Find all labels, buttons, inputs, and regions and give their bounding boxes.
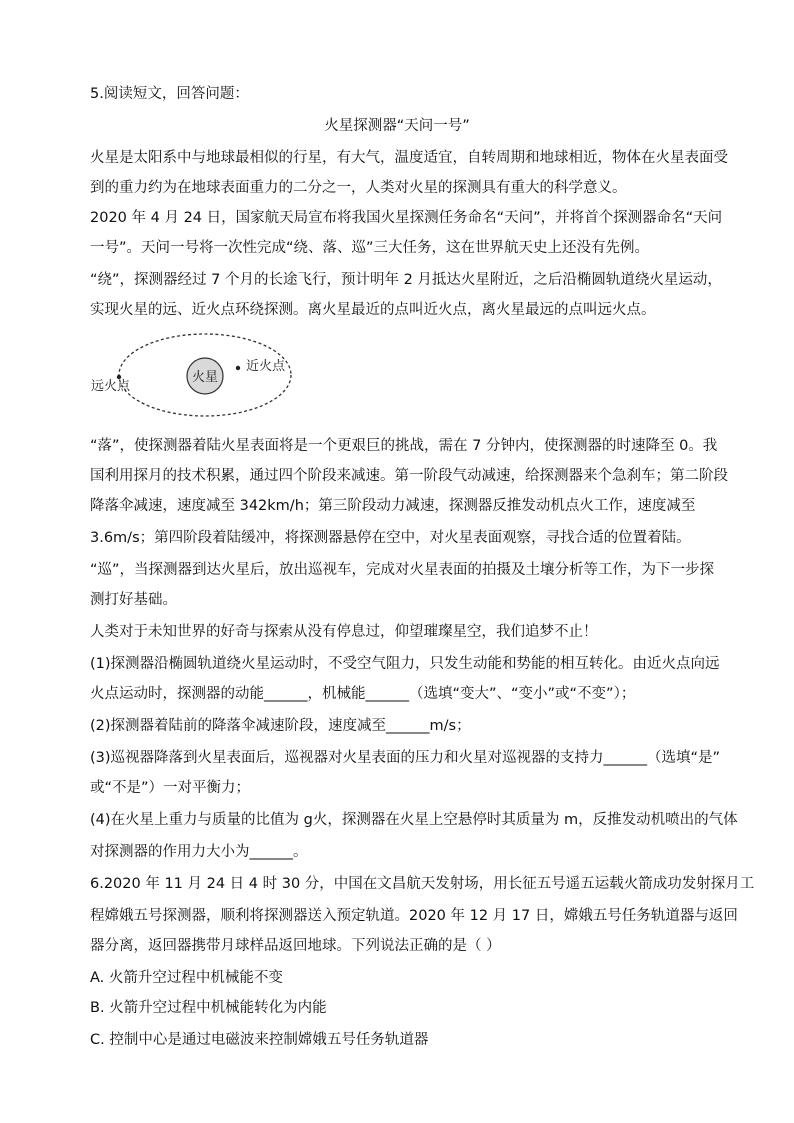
paragraph-line: “落”，使探测器着陆火星表面将是一个更艰巨的挑战，需在 7 分钟内，使探测器的时速降至 0。我 <box>90 438 718 454</box>
question-6-stem: 程嫦娥五号探测器，顺利将探测器送入预定轨道。2020 年 12 月 17 日，嫦娥五号任务轨道器与返回 <box>90 908 738 924</box>
paragraph-line: 测打好基础。 <box>90 592 177 608</box>
paragraph-line: 国利用探月的技术积累，通过四个阶段来减速。第一阶段气动减速，给探测器来个急刹车；第二阶段 <box>90 468 728 484</box>
question-5-header: 5.阅读短文，回答问题： <box>90 86 249 102</box>
paragraph-line: 实现火星的远、近火点环绕探测。离火星最近的点叫近火点，离火星最远的点叫远火点。 <box>90 302 656 318</box>
article-title: 火星探测器“天问一号” <box>324 118 470 134</box>
option-b: B. 火箭升空过程中机械能转化为内能 <box>90 1000 327 1016</box>
mars-label: 火星 <box>191 370 219 385</box>
paragraph-line: 人类对于未知世界的好奇与探索从没有停息过，仰望璀璨星空，我们追梦不止！ <box>90 624 598 640</box>
near-point-marker <box>236 366 240 370</box>
question-6-stem: 6.2020 年 11 月 24 日 4 时 30 分，中国在文昌航天发射场，用长征五号遥五运载火箭成功发射探月工 <box>90 876 755 892</box>
option-a: A. 火箭升空过程中机械能不变 <box>90 970 283 986</box>
far-point-label: 远火点 <box>91 379 131 394</box>
near-point-label: 近火点 <box>246 359 286 374</box>
sub-question-1: (1)探测器沿椭圆轨道绕火星运动时，不受空气阻力，只发生动能和势能的相互转化。由近火点向远 <box>90 656 720 672</box>
paragraph-line: “巡”，当探测器到达火星后，放出巡视车，完成对火星表面的拍摄及土壤分析等工作，为下一步探 <box>90 562 715 578</box>
paragraph-line: 一号”。天问一号将一次性完成“绕、落、巡”三大任务，这在世界航天史上还没有先例。 <box>90 240 650 256</box>
paragraph-line: 2020 年 4 月 24 日，国家航天局宣布将我国火星探测任务命名“天问”，并将首个探测器命名“天问 <box>90 210 723 226</box>
question-6-stem: 器分离，返回器携带月球样品返回地球。下列说法正确的是（ ） <box>90 938 501 954</box>
paragraph-line: 火星是太阳系中与地球最相似的行星，有大气，温度适宜，自转周期和地球相近，物体在火星表面受 <box>90 150 728 166</box>
sub-question-2: (2)探测器着陆前的降落伞减速阶段，速度减至______m/s； <box>90 718 471 734</box>
paragraph-line: 3.6m/s；第四阶段着陆缓冲，将探测器悬停在空中，对火星表面观察，寻找合适的位置着陆。 <box>90 530 691 546</box>
sub-question-3: 或“不是”）一对平衡力； <box>90 780 251 796</box>
sub-question-4: (4)在火星上重力与质量的比值为 g火，探测器在火星上空悬停时其质量为 m，反推发动机喷出的气体 <box>90 812 738 828</box>
sub-question-3: (3)巡视器降落到火星表面后，巡视器对火星表面的压力和火星对巡视器的支持力______（选填“是” <box>90 750 721 766</box>
mars-orbit-diagram <box>86 330 306 420</box>
paragraph-line: 降落伞减速，速度减至 342km/h；第三阶段动力减速，探测器反推发动机点火工作，速度减至 <box>90 498 696 514</box>
option-c: C. 控制中心是通过电磁波来控制嫦娥五号任务轨道器 <box>90 1032 429 1048</box>
paragraph-line: “绕”，探测器经过 7 个月的长途飞行，预计明年 2 月抵达火星附近，之后沿椭圆轨道绕火星运动， <box>90 272 722 288</box>
sub-question-1: 火点运动时，探测器的动能______，机械能______（选填“变大”、“变小”或“不变”）； <box>90 686 636 702</box>
sub-question-4: 对探测器的作用力大小为______。 <box>90 844 308 860</box>
paragraph-line: 到的重力约为在地球表面重力的二分之一，人类对火星的探测具有重大的科学意义。 <box>90 180 627 196</box>
